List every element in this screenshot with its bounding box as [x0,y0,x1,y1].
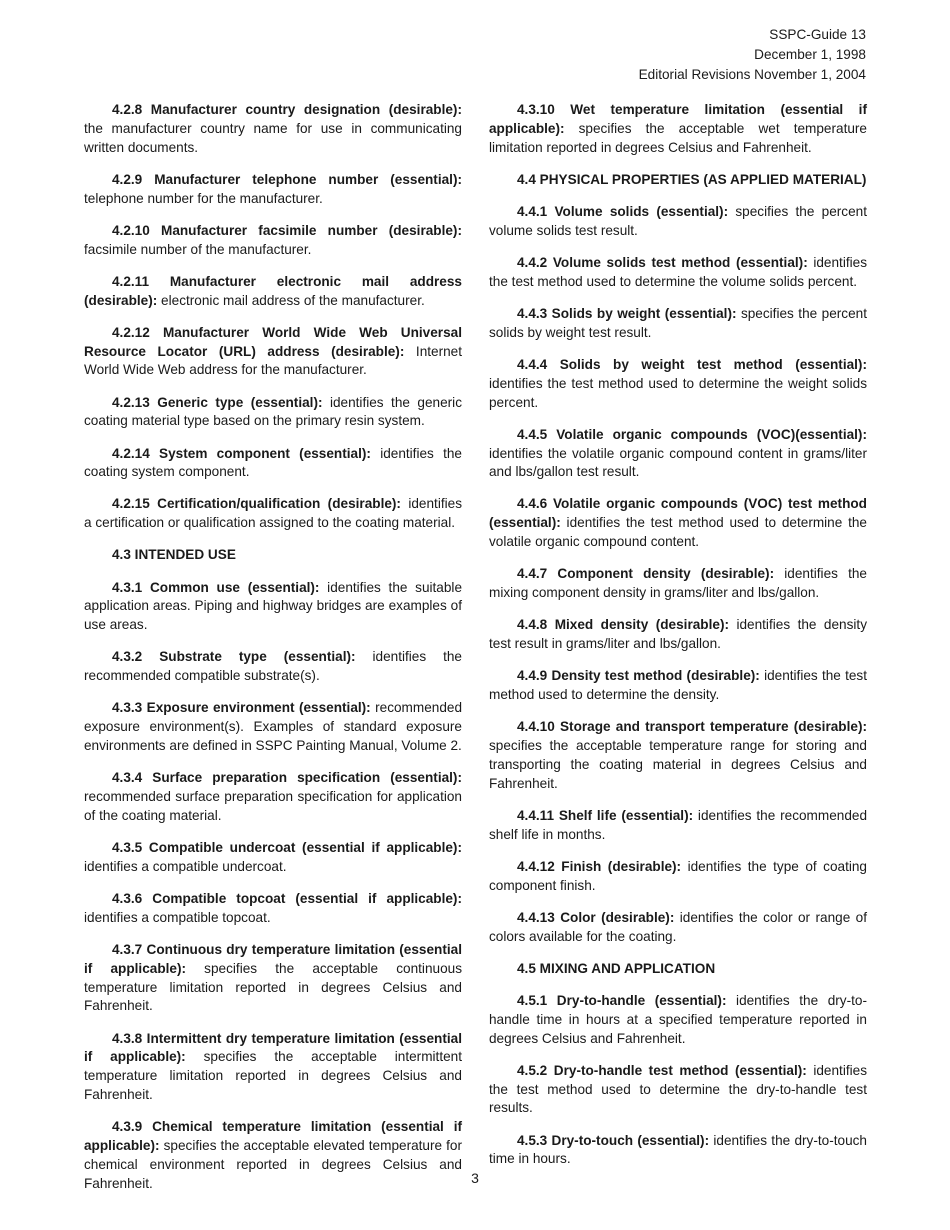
item-text: identifies a compatible undercoat. [84,858,287,874]
document-id: SSPC-Guide 13 [769,27,866,42]
paragraph [489,909,867,947]
paragraph [489,495,867,551]
paragraph [84,324,462,380]
page-header [639,25,866,85]
item-label: 4.3.9 Chemical temperature limitation (essential if applicable): [84,1119,462,1153]
item-label: 4.3.1 Common use (essential): [112,579,320,595]
item-label: 4.5.3 Dry-to-touch (essential): [517,1132,710,1148]
item-text: identifies the recommended shelf life in months. [489,807,867,842]
paragraph [84,445,462,483]
left-column [84,101,462,1207]
item-text: identifies the test method used to determine the density. [489,668,867,703]
paragraph [489,858,867,896]
item-text: identifies the density test result in grams/liter and lbs/gallon. [489,617,867,652]
paragraph [84,101,462,157]
item-text: identifies the test method used to determine the dry-to-handle test results. [489,1062,867,1116]
item-text: identifies the dry-to-touch time in hours. [489,1132,867,1167]
item-text: identifies the test method used to determine the volatile organic compound content. [489,515,867,550]
item-label: 4.3.3 Exposure environment (essential): [112,700,371,716]
item-label: 4.2.15 Certification/qualification (desirable): [112,496,401,512]
paragraph [84,890,462,928]
item-text: specifies the percent solids by weight test result. [489,305,867,340]
item-text: identifies the suitable application areas. Piping and highway bridges are examples of use areas. [84,579,463,633]
paragraph [489,616,867,654]
item-text: facsimile number of the manufacturer. [84,241,312,257]
item-label: 4.4.9 Density test method (desirable): [517,668,760,684]
item-label: 4.4.4 Solids by weight test method (essential): [517,356,867,372]
paragraph [84,648,462,686]
item-label: 4.2.9 Manufacturer telephone number (essential): [112,171,462,187]
item-text: specifies the acceptable intermittent temperature limitation reported in degrees Celsius and Fahrenheit. [84,1049,462,1102]
item-label: 4.4.2 Volume solids test method (essential): [517,254,808,270]
paragraph [489,992,867,1048]
item-label: 4.2.10 Manufacturer facsimile number (desirable): [112,222,462,238]
section-heading: 4.5 MIXING AND APPLICATION [517,960,716,976]
paragraph [84,769,462,825]
paragraph [84,1030,462,1105]
paragraph [84,579,462,635]
item-text: specifies the acceptable wet temperature limitation reported in degrees Celsius and Fahrenheit. [489,120,867,155]
item-label: 4.4.3 Solids by weight (essential): [517,305,737,321]
item-text: identifies the recommended compatible substrate(s). [84,649,462,684]
paragraph [489,305,867,343]
document-date: December 1, 1998 [754,47,866,62]
paragraph [84,941,462,1016]
paragraph [84,171,462,209]
item-label: 4.2.11 Manufacturer electronic mail address (desirable): [84,273,462,308]
paragraph [489,1132,867,1170]
section-heading: 4.3 INTENDED USE [112,547,236,563]
item-label: 4.4.5 Volatile organic compounds (VOC)(essential): [517,426,867,442]
item-label: 4.3.5 Compatible undercoat (essential if applicable): [112,839,462,855]
item-label: 4.4.1 Volume solids (essential): [517,203,729,219]
paragraph [84,839,462,877]
item-text: identifies the volatile organic compound content in grams/liter and lbs/gallon test result. [489,445,867,480]
item-text: identifies the mixing component density in grams/liter and lbs/gallon. [489,566,867,601]
paragraph [489,254,867,292]
item-label: 4.4.6 Volatile organic compounds (VOC) test method (essential): [489,496,867,531]
item-label: 4.4.8 Mixed density (desirable): [517,617,729,633]
item-text: specifies the acceptable continuous temperature limitation reported in degrees Celsius and Fahrenheit. [84,960,462,1014]
paragraph [84,222,462,260]
item-text: identifies a certification or qualification assigned to the coating material. [84,496,462,531]
item-label: 4.4.13 Color (desirable): [517,909,675,925]
item-text: identifies the coating system component. [84,445,462,480]
paragraph [84,495,462,533]
item-text: identifies the type of coating component finish. [489,858,867,893]
item-label: 4.2.8 Manufacturer country designation (desirable): [112,102,462,117]
paragraph [489,667,867,705]
paragraph [489,718,867,793]
paragraph [84,699,462,755]
item-text: recommended surface preparation specification for application of the coating material. [84,789,462,823]
item-label: 4.4.12 Finish (desirable): [517,858,682,874]
item-label: 4.3.2 Substrate type (essential): [112,649,356,665]
paragraph [489,565,867,603]
item-text: identifies the dry-to-handle time in hours at a specified temperature reported in degrees Celsius and Fahrenheit. [489,992,867,1046]
paragraph [489,101,867,157]
item-label: 4.4.7 Component density (desirable): [517,566,775,582]
item-text: identifies a compatible topcoat. [84,909,271,925]
item-text: telephone number for the manufacturer. [84,190,323,206]
item-text: identifies the generic coating material type based on the primary resin system. [84,394,462,429]
item-text: Internet World Wide Web address for the manufacturer. [84,343,463,378]
item-label: 4.3.8 Intermittent dry temperature limitation (essential if applicable): [84,1030,462,1065]
item-label: 4.5.2 Dry-to-handle test method (essential): [517,1062,807,1078]
item-label: 4.4.10 Storage and transport temperature (desirable): [517,719,867,735]
item-label: 4.3.7 Continuous dry temperature limitation (essential if applicable): [84,941,462,976]
item-text: identifies the color or range of colors available for the coating. [489,909,867,944]
page-number: 3 [471,1170,479,1186]
paragraph [489,426,867,482]
section-heading: 4.4 PHYSICAL PROPERTIES (AS APPLIED MATERIAL) [517,171,867,187]
item-label: 4.2.13 Generic type (essential): [112,394,323,410]
item-label: 4.2.12 Manufacturer World Wide Web Universal Resource Locator (URL) address (desirable): [84,324,462,359]
item-text: the manufacturer country name for use in communicating written documents. [84,120,462,155]
item-text: recommended exposure environment(s). Examples of standard exposure environments are defined in SSPC Painting Manual, Volume 2. [84,700,463,754]
item-text: identifies the test method used to determine the weight solids percent. [489,375,867,410]
paragraph [84,394,462,432]
paragraph [84,273,462,311]
item-text: identifies the test method used to determine the volume solids percent. [489,254,867,289]
paragraph [489,807,867,845]
item-label: 4.3.10 Wet temperature limitation (essential if applicable): [489,102,867,136]
item-label: 4.5.1 Dry-to-handle (essential): [517,992,727,1008]
paragraph [489,203,867,241]
paragraph [489,356,867,412]
item-label: 4.4.11 Shelf life (essential): [517,807,694,823]
item-text: electronic mail address of the manufacturer. [157,292,425,308]
item-label: 4.3.4 Surface preparation specification (essential): [112,770,462,786]
right-column [489,101,867,1182]
revision-note: Editorial Revisions November 1, 2004 [638,67,866,82]
item-text: specifies the acceptable temperature range for storing and transporting the coating material in degrees Celsius and Fahrenheit. [489,738,867,791]
item-label: 4.3.6 Compatible topcoat (essential if applicable): [112,890,462,906]
paragraph [489,1062,867,1118]
item-text: specifies the percent volume solids test result. [489,203,867,238]
item-text: specifies the acceptable elevated temperature for chemical environment reported in degrees Celsius and Fahrenheit. [84,1137,462,1191]
item-label: 4.2.14 System component (essential): [112,445,371,461]
